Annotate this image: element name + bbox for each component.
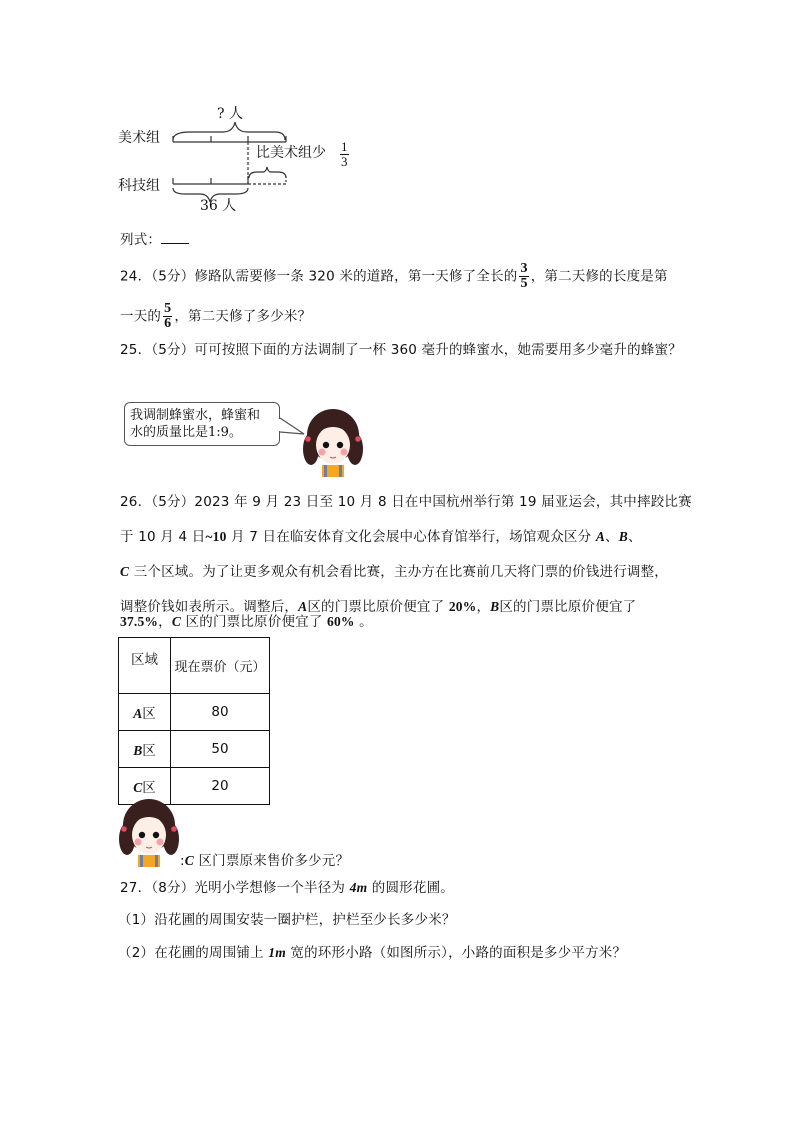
q27-sub2: （2）在花圃的周围铺上 1m 宽的环形小路（如图所示），小路的面积是多少平方米？ <box>118 945 627 961</box>
q24-number: 24．（5分） <box>120 268 195 285</box>
fraction-3-5: $\frac{3}{5}$ <box>520 261 528 291</box>
girl-avatar-icon <box>118 795 180 867</box>
q26-line3: C 三个区域。为了让更多观众有机会看比赛，主办方在比赛前几天将门票的价钱进行调整， <box>120 564 669 580</box>
speech-bubble: 我调制蜂蜜水，蜂蜜和 水的质量比是1:9。 <box>124 402 280 446</box>
diagram-row2-label: 科技组 <box>118 178 160 194</box>
fraction-5-6: $\frac{5}{6}$ <box>164 301 172 331</box>
q26-number: 26．（5分） <box>120 494 195 510</box>
table-header-zone: 区域 <box>119 638 171 694</box>
q26-line5: 37.5%，C 区的门票比原价便宜了 60% 。 <box>120 614 373 630</box>
q25-number: 25．（5分） <box>120 342 195 358</box>
q24-line1: 24．（5分）修路队需要修一条 320 米的道路，第一天修了全长的 $\frac{3}{5}$ ，第二天修的长度是第 <box>120 261 668 291</box>
answer-blank[interactable] <box>161 229 189 244</box>
diagram-row1-label: 美术组 <box>118 130 160 146</box>
q26-line2: 于 10 月 4 日~10 月 7 日在临安体育文化会展中心体育馆举行，场馆观众区分 A、B、 <box>120 529 642 545</box>
table-header-row <box>119 638 270 694</box>
diagram-diff-label: 比美术组少 <box>256 145 326 161</box>
q26-line4: 调整价钱如表所示。调整后，A区的门票比原价便宜了 20%，B区的门票比原价便宜了 <box>120 599 637 615</box>
diagram-bottom-label: 36 人 <box>200 198 237 214</box>
diagram-diff-fraction: $\frac{1}{3}$ <box>341 139 348 169</box>
table-row: A区 80 <box>119 694 270 731</box>
q27-line: 27．（8分）光明小学想修一个半径为 4m 的圆形花圃。 <box>120 880 454 896</box>
q24-line2: 一天的 $\frac{5}{6}$ ，第二天修了多少米？ <box>120 301 312 331</box>
girl-avatar-icon <box>302 405 364 477</box>
diagram-bars <box>160 112 300 212</box>
q23-answer-line: 列式： <box>120 229 189 250</box>
q25-line: 25．（5分）可可按照下面的方法调制了一杯 360 毫升的蜂蜜水，她需要用多少毫升的蜂蜜？ <box>120 342 682 358</box>
diagram-top-label: ? 人 <box>217 106 243 122</box>
q27-sub1: （1）沿花圃的周围安装一圈护栏，护栏至少长多少米？ <box>118 912 456 928</box>
table-header-price: 现在票价（元） <box>171 638 270 694</box>
q26-question: :C 区门票原来售价多少元？ <box>180 853 350 869</box>
table-row: B区 50 <box>119 731 270 768</box>
price-table <box>118 637 270 805</box>
table-row: C区 20 <box>119 768 270 805</box>
q27-number: 27．（8分） <box>120 880 195 896</box>
q26-line1: 26．（5分）2023 年 9 月 23 日至 10 月 8 日在中国杭州举行第 19 届亚运会，其中摔跤比赛 <box>120 494 692 510</box>
